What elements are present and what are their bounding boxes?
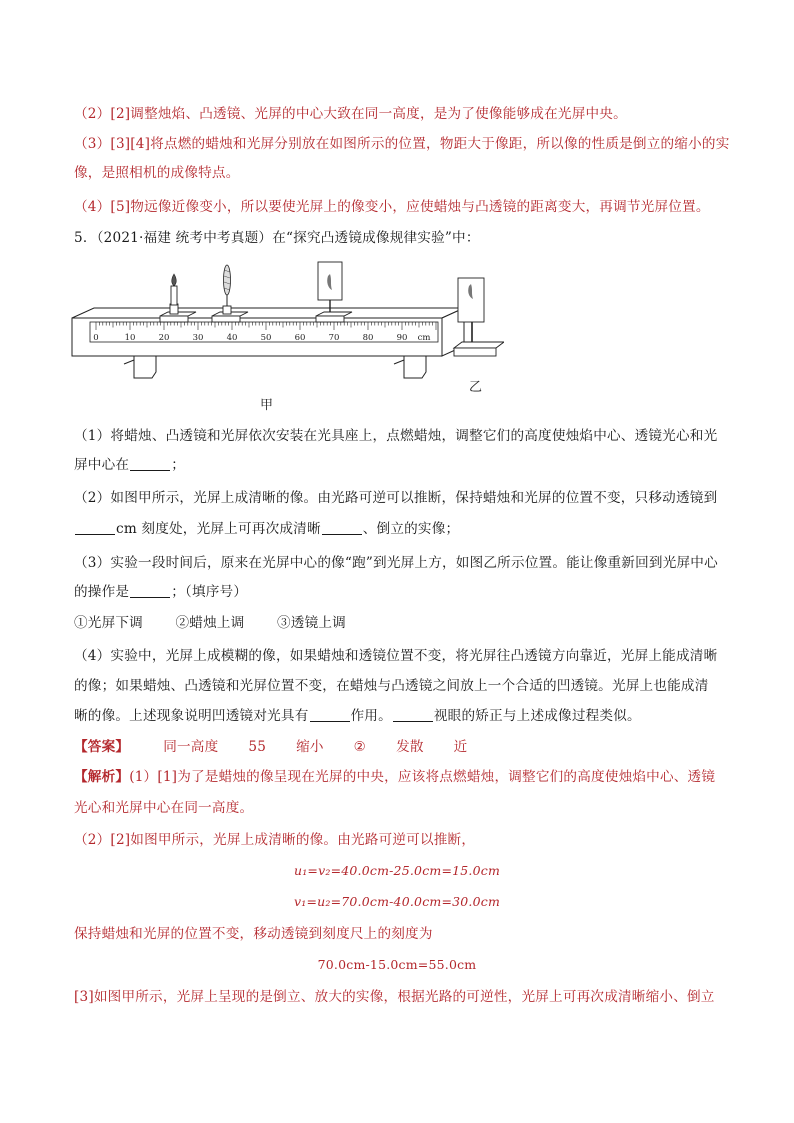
equation-2: v₁=u₂=70.0cm-40.0cm=30.0cm [293, 894, 501, 909]
text: (1）[1]为了是蜡烛的像呈现在光屏的中央，应该将点燃蜡烛，调整它们的高度使烛焰中心、透镜 [129, 769, 716, 785]
optical-bench-figure [64, 256, 504, 416]
ruler-label: 10 [124, 333, 136, 343]
equation-3: 70.0cm-15.0cm=55.0cm [317, 957, 477, 972]
ruler-label: 0 [93, 333, 99, 343]
text: cm 刻度处，光屏上可再次成清晰 [116, 521, 321, 537]
ruler-label: 20 [158, 333, 170, 343]
figure-label-jia: 甲 [260, 398, 274, 413]
text: 视眼的矫正与上述成像过程类似。 [433, 708, 641, 724]
question-part-1: （1）将蜡烛、凸透镜和光屏依次安装在光具座上，点燃蜡烛，调整它们的高度使烛焰中心、透镜光心和光 [74, 428, 718, 444]
answer-blank [310, 707, 350, 722]
question-part-4-cont: 的像；如果蜡烛、凸透镜和光屏位置不变，在蜡烛与凸透镜之间放上一个合适的凹透镜。光屏上也能成清 [74, 678, 709, 694]
prev-analysis-line: （3）[3][4]将点燃的蜡烛和光屏分别放在如图所示的位置，物距大于像距，所以像的性质是倒立的缩小的实 [74, 136, 730, 152]
text: 作用。 [350, 708, 392, 724]
text: 晰的像。上述现象说明凹透镜对光具有 [74, 708, 309, 724]
screen-holder [316, 262, 352, 322]
ruler-label: 80 [362, 333, 374, 343]
answer-item: 近 [453, 739, 468, 755]
answer-item: 同一高度 [163, 739, 219, 755]
prev-analysis-line: （4）[5]物远像近像变小，所以要使光屏上的像变小，应使蜡烛与凸透镜的距离变大，再调节光屏位置。 [74, 199, 710, 215]
analysis-line: [3]如图甲所示，光屏上呈现的是倒立、放大的实像，根据光路的可逆性，光屏上可再次成清晰缩小、倒立 [74, 989, 715, 1005]
question-part-3: （3）实验一段时间后，原来在光屏中心的像“跑”到光屏上方，如图乙所示位置。能让像重新回到光屏中心 [74, 555, 718, 571]
answer-blank [130, 456, 170, 471]
question-part-4: （4）实验中，光屏上成模糊的像，如果蜡烛和透镜位置不变，将光屏往凸透镜方向靠近，光屏上能成清晰 [74, 648, 718, 664]
option-2: ②蜡烛上调 [175, 615, 245, 631]
prev-analysis-line: （2）[2]调整烛焰、凸透镜、光屏的中心大致在同一高度，是为了使像能够成在光屏中央。 [74, 106, 627, 122]
answer-item: 缩小 [296, 739, 324, 755]
ruler-label: cm [417, 333, 431, 343]
ruler-label: 60 [294, 333, 306, 343]
option-1: ①光屏下调 [74, 615, 143, 631]
candle-flame-icon [172, 274, 177, 286]
answer-row [74, 737, 467, 757]
question-part-3-cont [74, 582, 247, 602]
ruler-label: 70 [328, 333, 340, 343]
answer-item: ② [353, 739, 367, 755]
answer-blank [322, 520, 362, 535]
question-part-1-cont [74, 455, 185, 475]
answer-label: 【答案】 [74, 739, 130, 755]
text: ； [171, 457, 185, 473]
answer-item: 55 [248, 739, 267, 755]
analysis-label: 【解析】 [74, 769, 130, 785]
ruler-label: 50 [260, 333, 272, 343]
bench-foot-right [404, 356, 426, 378]
prev-analysis-line: 像，是照相机的成像特点。 [74, 165, 240, 181]
question-part-2-cont [74, 519, 459, 539]
text: 的操作是 [74, 584, 130, 600]
bench-foot-left [134, 356, 156, 378]
analysis-line [74, 767, 715, 787]
equation-1: u₁=v₂=40.0cm-25.0cm=15.0cm [293, 863, 501, 878]
bench-top-face [72, 308, 464, 318]
figure-label-yi: 乙 [469, 380, 483, 395]
question-stem: 5．（2021·福建 统考中考真题）在“探究凸透镜成像规律实验”中： [74, 230, 480, 246]
text: ；（填序号） [171, 584, 248, 600]
analysis-line: 光心和光屏中心在同一高度。 [74, 800, 254, 816]
convex-lens-icon [224, 265, 231, 295]
ruler-label: 40 [226, 333, 238, 343]
lens-holder [212, 265, 248, 322]
text: 屏中心在 [74, 457, 130, 473]
answer-blank [75, 520, 115, 535]
candle-holder [160, 274, 196, 322]
answer-blank [130, 583, 170, 598]
answer-item: 发散 [396, 739, 424, 755]
question-part-4-cont [74, 706, 641, 726]
ruler-label: 30 [192, 333, 204, 343]
options-row [74, 613, 346, 633]
analysis-line: （2）[2]如图甲所示，光屏上成清晰的像。由光路可逆可以推断， [74, 832, 476, 848]
ruler-label: 90 [396, 333, 408, 343]
text: 、倒立的实像； [362, 521, 460, 537]
option-3: ③透镜上调 [277, 615, 346, 631]
optical-bench-drawing [64, 256, 504, 416]
analysis-line: 保持蜡烛和光屏的位置不变，移动透镜到刻度尺上的刻度为 [74, 926, 433, 942]
answer-blank [393, 707, 433, 722]
question-part-2: （2）如图甲所示，光屏上成清晰的像。由光路可逆可以推断，保持蜡烛和光屏的位置不变，只移动透镜到 [74, 490, 718, 506]
screen-figure-yi [454, 278, 504, 356]
